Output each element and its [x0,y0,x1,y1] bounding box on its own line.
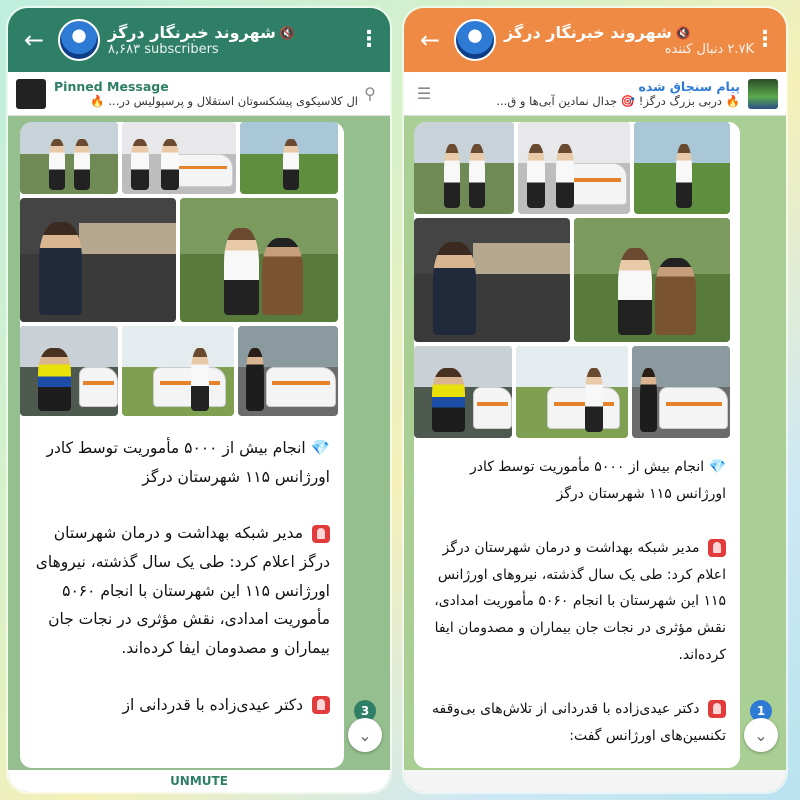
phone-screen-left [8,8,390,792]
channel-avatar[interactable] [454,19,496,61]
subscriber-count: ۸,۶۸۳ subscribers [108,42,219,57]
diamond-emoji: 💎 [708,459,726,475]
photo-driver[interactable] [20,198,176,322]
message-paragraph: مدیر شبکه بهداشت و درمان شهرستان درگز اعلام کرد: طی یک سال گذشته، نیروهای اورژانس ۱۱۵ این شهرستان با انجام ۵۰۶۰ مأموریت امدادی، نقش مؤثری در نجات جان بیماران و مصدومان ایفا کرده‌اند. [35,524,330,658]
photo-stretcher[interactable] [240,122,338,194]
pinned-thumbnail [16,79,46,109]
message-text [414,442,740,749]
chevron-down-icon[interactable]: ⌄ [744,718,778,752]
diamond-emoji: 💎 [310,439,330,457]
more-vertical-icon[interactable]: ⋮ [358,27,380,52]
photo-staff-van[interactable] [122,122,236,194]
chat-area [8,116,390,792]
pin-list-icon[interactable]: ⚲ [364,84,376,103]
pinned-thumbnail [748,79,778,109]
message-bubble [414,122,740,768]
channel-title: شهروند خبرنگار درگز [504,23,672,42]
message-headline: انجام بیش از ۵۰۰۰ مأموریت توسط کادر اورژانس ۱۱۵ شهرستان درگز [46,439,330,486]
pinned-preview: ال کلاسیکوی پیشکسوتان استقلال و پرسپولیس در... 🔥 [90,94,358,108]
message-text [20,422,344,719]
channel-title-block[interactable] [504,23,754,57]
photo-ambulance-road[interactable] [122,326,234,416]
bottom-bar [404,770,786,792]
photo-ambulance-side[interactable] [632,346,730,438]
chat-area [404,116,786,792]
message-paragraph-continued: دکتر عیدی‌زاده با قدردانی از [122,695,304,714]
back-arrow-icon[interactable]: ← [419,26,441,54]
photo-helicopter[interactable] [414,122,514,214]
photo-staff-van[interactable] [518,122,630,214]
siren-emoji [708,700,726,718]
unread-count-badge[interactable]: 1 [750,700,772,722]
subscriber-count: ۲.۷K دنبال کننده [664,42,754,57]
pin-list-icon[interactable]: ☰ [416,84,432,103]
siren-emoji [312,525,330,543]
channel-title: شهروند خبرنگار درگز [108,23,276,42]
mute-icon: 🔇 [279,25,295,40]
photo-album[interactable] [20,122,344,422]
pinned-preview: 🔥 دربی بزرگ درگز! 🎯 جدال نمادین آبی‌ها و ق... [496,94,740,108]
pinned-title: Pinned Message [54,79,169,94]
back-arrow-icon[interactable]: ← [23,26,45,54]
phone-screen-right [404,8,786,792]
photo-helicopter[interactable] [20,122,118,194]
pinned-message-bar[interactable] [8,72,390,116]
photo-album[interactable] [414,122,740,442]
pinned-message-bar[interactable] [404,72,786,116]
channel-title-block[interactable] [108,23,358,57]
pinned-title: پیام سنجاق شده [638,79,740,94]
chevron-down-icon[interactable]: ⌄ [348,718,382,752]
message-headline: انجام بیش از ۵۰۰۰ مأموریت توسط کادر اورژانس ۱۱۵ شهرستان درگز [469,459,726,502]
photo-stretcher[interactable] [634,122,730,214]
message-paragraph-continued: دکتر عیدی‌زاده با قدردانی از تلاش‌های بی‌وقفه تکنسین‌های اورژانس گفت: [432,701,726,744]
photo-vest-worker[interactable] [414,346,512,438]
photo-driver[interactable] [414,218,570,342]
unread-count-badge[interactable]: 3 [354,700,376,722]
more-vertical-icon[interactable]: ⋮ [754,27,776,52]
photo-patient-care[interactable] [574,218,730,342]
photo-ambulance-side[interactable] [238,326,338,416]
channel-avatar[interactable] [58,19,100,61]
message-bubble [20,122,344,768]
channel-header [8,8,390,72]
message-paragraph: مدیر شبکه بهداشت و درمان شهرستان درگز اعلام کرد: طی یک سال گذشته، نیروهای اورژانس ۱۱۵ این شهرستان با انجام ۵۰۶۰ مأموریت امدادی، نقش مؤثری در نجات جان بیماران و مصدومان ایفا کرده‌اند. [434,540,726,663]
siren-emoji [312,696,330,714]
mute-icon: 🔇 [675,25,691,40]
photo-patient-care[interactable] [180,198,338,322]
unmute-button[interactable]: UNMUTE [8,770,390,792]
siren-emoji [708,539,726,557]
channel-header [404,8,786,72]
photo-ambulance-road[interactable] [516,346,628,438]
photo-vest-worker[interactable] [20,326,118,416]
